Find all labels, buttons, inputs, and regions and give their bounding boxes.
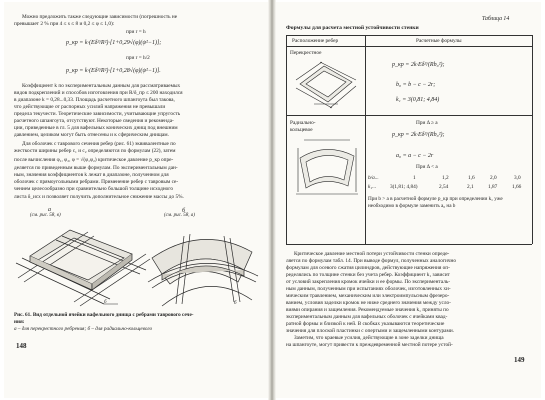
row2-ratio-3: 1,6	[468, 175, 475, 181]
body-line-8: ванием, условия заделки кромок не ниже среднего значения между усло-	[286, 300, 451, 306]
row2-k-5: 1,66	[512, 184, 522, 190]
body-line-3: формулам для осевого сжатия цилиндров, действующие напряжения оп-	[286, 265, 450, 271]
intro-line-2: превышает 2 % при 4 ≤ s ≤ 8 и 0,2 ≤ φ ≤ 1,0):	[14, 21, 115, 27]
para1-line-6: расчетного шпангоута, отсутствуют. Некоторые сведения и рекоменда-	[14, 118, 174, 124]
body-line-13: Заметим, что краевые усилия, действующие в зоне заделки днища	[294, 335, 444, 341]
para1-line-4: что действующие от распорных усилий напряжения не превышали	[14, 104, 166, 110]
table-rule-header	[286, 46, 532, 47]
para2-line-8: листа δ_исх и позволяет получить дополнительное снижение массы до 5%.	[14, 194, 184, 200]
figure-caption-line-1: Рис. 61. Вид отдельной ячейки вафельного днища с ребрами таврового сече-	[14, 312, 194, 318]
body-line-10: экспериментальным данным для вафельных оболочек с ячейками квад-	[286, 314, 448, 320]
fig-a-dimension: б	[104, 300, 107, 305]
body-line-5: от условий закрепления кромок ячейки и ее формы. По эксперименталь-	[286, 279, 451, 285]
row2-layout-label-2: кольцевое	[290, 127, 313, 133]
body-line-12: значения для плоской пластинки с опертыми и защемленными контурами.	[286, 328, 455, 334]
column-header-formulas: Расчетные формулы	[416, 38, 462, 44]
para2-line-7: чением целесообразно при сравнительно большой толщине исходного	[14, 186, 173, 192]
para2-line-4: деляется по приведенным выше формулам. По экспериментальным дан-	[14, 165, 178, 171]
book-gutter	[268, 0, 276, 400]
row2-k-1: 3(1,81; 4,84)	[390, 184, 418, 190]
row1-layout-label: Перекрестное	[290, 50, 322, 56]
para2-line-5: ным, значения коэффициентов k лежат в диапазоне, полученном для	[14, 172, 169, 178]
fig-b-radial-ribs	[148, 234, 258, 306]
para1-line-7: ции, приведенные в гл. 5 для вафельных конических днищ под внешним	[14, 125, 178, 131]
body-line-9: виями опирания и защемления. Рекомендуемые значения k₁ приняты по	[286, 307, 449, 313]
table-rule-top	[286, 35, 532, 36]
table-rule-mid	[365, 35, 366, 244]
row1-formula-b0: b₀ = b − c − 2r;	[396, 82, 436, 88]
para2-line-2: жесткости ширины ребер c₁ и c₂ определяются по формулам (22), затем	[14, 148, 176, 154]
table-rule-row1	[286, 115, 532, 116]
row2-k-label: k₁...	[368, 184, 377, 190]
table-rule-left	[286, 35, 287, 244]
row2-k-2: 2,54	[439, 184, 449, 190]
row2-ratio-2: 1,2	[442, 175, 449, 181]
page-number-right: 149	[514, 356, 525, 364]
para1-line-1: Коэффициент k по экспериментальным данным для рассматриваемых	[22, 83, 181, 89]
table-rule-bottom	[286, 244, 532, 245]
table-note-line-1: При b > a в расчетной формуле p_кр при определении k₁ уже	[368, 196, 503, 202]
row2-ratio-label: b/a...	[368, 175, 379, 181]
table-title: Формулы для расчета местной устойчивости стенки	[286, 25, 419, 31]
fig-b-reference: (см. рис. 58, а)	[164, 213, 195, 218]
body-line-1: Критическое давление местной потери устойчивости стенки опреде-	[294, 251, 450, 257]
row2-k-3: 2,1	[467, 184, 474, 190]
para1-line-3: в диапазоне k = 0,28...0,33. Площадь расчетного шпангоута был такова,	[14, 97, 175, 103]
table-rule-right	[532, 35, 533, 244]
body-line-6: ным данным, полученным при испытаниях оболочек, изготовленных хи-	[286, 286, 451, 292]
body-line-14: на шпангоуте, могут привести к преждевременной местной потере устой-	[286, 342, 453, 348]
figure-caption-line-2: ния:	[14, 319, 25, 325]
para1-line-8: давлением, целиком могут быть отнесены и к сферическим днищам.	[14, 132, 169, 138]
table-note-line-2: необходимо в формуле заменить a₀ на b	[368, 203, 456, 209]
page-number-left: 148	[16, 342, 27, 350]
para1-line-2: видов подкреплений и способов изготовления при R/δ_пр ≤ 200 находился	[14, 90, 183, 96]
fig-a-reference: (см. рис. 58, в)	[30, 213, 61, 218]
radial-rib-cell-sketch	[294, 138, 360, 198]
formula-2: p_кр = k·(Eδ³/R²)·[1+0,28√(φ)(ψ²−1)].	[66, 68, 161, 74]
row2-formula-a0: a₀ = a − c − 2r	[396, 153, 434, 159]
fig-b-letter: б	[182, 208, 186, 214]
para2-line-1: Для оболочек с таврового сечения ребер (рис. 61) эквивалентные по	[22, 141, 176, 147]
table-label: Таблица 14	[482, 16, 510, 22]
body-line-4: ределялись по толщине стенки без учета ребер. Коэффициент k₁ зависит	[286, 272, 450, 278]
row2-ratio-1: 1	[413, 175, 416, 181]
fig-b-dimension: б	[234, 301, 237, 306]
row2-k-4: 1,87	[488, 184, 498, 190]
formula-1: p_кр = k·(Eδ³/R²)·[1+0,29√(φ)(ψ²−1)];	[66, 40, 162, 46]
left-page	[4, 2, 268, 398]
body-line-7: мическим травлением, механическим или электроимпульсным фрезеро-	[286, 293, 450, 299]
figure-61-drawing	[12, 218, 262, 310]
intro-line-1: Можно предложить также следующие зависимости (погрешность не	[22, 14, 178, 20]
formula1-condition: при r = h	[126, 29, 146, 35]
row2-condition: При Δ ≥ a	[416, 120, 438, 126]
row1-formula-pcr: p_кр = 2k·Eδ³/(Rb₀²);	[392, 62, 445, 68]
row2-condition-2: При Δ < a	[416, 164, 438, 170]
row1-formula-k1: k₁ = 3(0,81; 4,84)	[396, 97, 440, 103]
column-header-layout: Расположение ребер	[292, 38, 339, 44]
row2-ratio-5: 3,0	[514, 175, 521, 181]
fig-a-crossed-ribs	[16, 230, 150, 306]
row2-ratio-4: 2,0	[490, 175, 497, 181]
row2-formula-pcr: p_кр = 2k·Eδ³/(Rb₀²);	[392, 132, 445, 138]
body-line-2: ляется по формулам табл. 14. При выводе формул, полученных аналогично	[286, 258, 457, 264]
figure-caption-line-3: а – для перекрестного ребрения; б – для радиально-кольцевого	[14, 326, 153, 332]
right-page	[276, 2, 541, 398]
para2-line-6: оболочек с прямоугольными ребрами. Применение ребер с тавровым се-	[14, 179, 179, 185]
para1-line-5: предела текучести. Теоретические зависимости, учитывающие упругость	[14, 111, 181, 117]
body-line-11: ратной формы и близкой к ней. В скобках указываются теоретические	[286, 321, 445, 327]
formula2-condition: при r = h/2	[126, 55, 150, 61]
row2-layout-label-1: Радиально-	[290, 120, 316, 126]
para2-line-3: после вычисления φ₁, φ₂, φ = √(φ₁φ₂) критическое давление p_кр опре-	[14, 157, 174, 163]
fig-a-letter: а	[48, 207, 51, 213]
crossed-rib-cell-sketch	[294, 60, 358, 110]
